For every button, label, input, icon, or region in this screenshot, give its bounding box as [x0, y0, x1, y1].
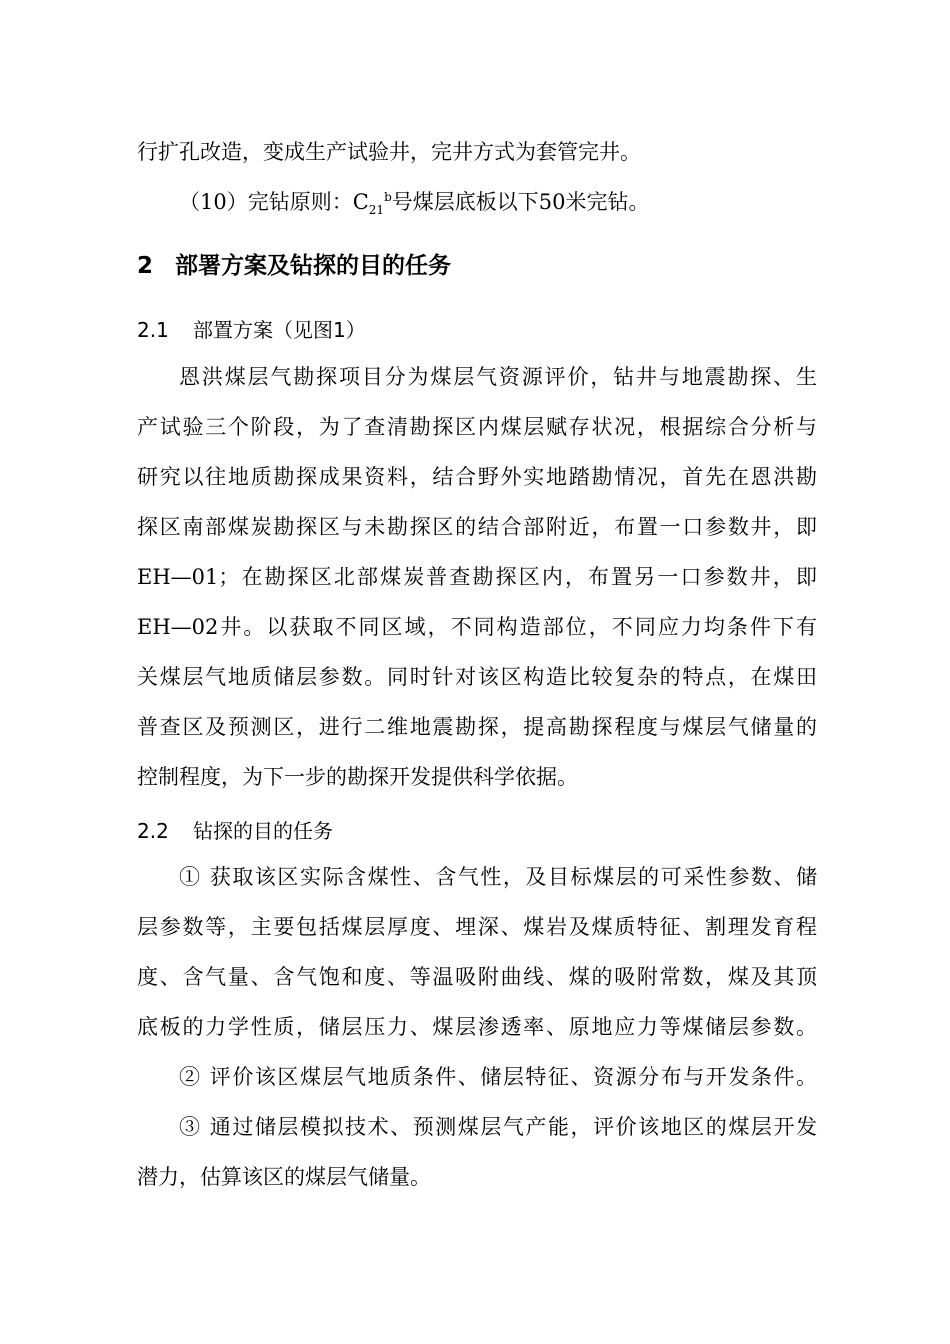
- completion-principle-prefix: （10）完钻原则：C: [179, 190, 369, 214]
- subsection-heading-2-2: [137, 815, 333, 844]
- list-item-1-line: 底板的力学性质，储层压力、煤层渗透率、原地应力等煤储层参数。: [137, 1015, 817, 1039]
- paragraph-line: 研究以往地质勘探成果资料，结合野外实地踏勘情况，首先在恩洪勘: [137, 465, 817, 489]
- list-item-3-line: ③ 通过储层模拟技术、预测煤层气产能，评价该地区的煤层开发: [179, 1115, 817, 1139]
- subsection-number: 2.2: [137, 819, 169, 843]
- paragraph-line: 产试验三个阶段，为了查清勘探区内煤层赋存状况，根据综合分析与: [137, 415, 817, 439]
- coal-seam-superscript: b: [384, 190, 392, 204]
- paragraph-line: EH—01；在勘探区北部煤炭普查勘探区内，布置另一口参数井，即: [137, 565, 817, 589]
- paragraph-line: 普查区及预测区，进行二维地震勘探，提高勘探程度与煤层气储量的: [137, 715, 817, 739]
- list-item-3-line: 潜力，估算该区的煤层气储量。: [137, 1165, 431, 1189]
- paragraph-line: EH—02井。以获取不同区域，不同构造部位，不同应力均条件下有: [137, 615, 817, 639]
- section-title: 部署方案及钻探的目的任务: [175, 253, 451, 279]
- paragraph-line: 探区南部煤炭勘探区与未勘探区的结合部附近，布置一口参数井，即: [137, 515, 817, 539]
- completion-principle-line: [179, 186, 817, 218]
- completion-principle-suffix: 号煤层底板以下50米完钻。: [391, 190, 650, 214]
- section-heading-2: [137, 247, 451, 280]
- paragraph-line: 关煤层气地质储层参数。同时针对该区构造比较复杂的特点，在煤田: [137, 665, 817, 689]
- paragraph-line: 控制程度，为下一步的勘探开发提供科学依据。: [137, 765, 578, 789]
- list-item-1-line: ① 获取该区实际含煤性、含气性，及目标煤层的可采性参数、储: [179, 865, 817, 889]
- list-item-1-line: 度、含气量、含气饱和度、等温吸附曲线、煤的吸附常数，煤及其顶: [137, 965, 817, 989]
- subsection-title: 部置方案（见图1）: [193, 318, 366, 342]
- section-number: 2: [137, 253, 154, 279]
- subsection-title: 钻探的目的任务: [193, 819, 333, 843]
- subsection-heading-2-1: [137, 314, 366, 343]
- list-item-2: ② 评价该区煤层气地质条件、储层特征、资源分布与开发条件。: [179, 1065, 817, 1089]
- paragraph-line: 恩洪煤层气勘探项目分为煤层气资源评价，钻井与地震勘探、生: [179, 365, 817, 389]
- list-item-1-line: 层参数等，主要包括煤层厚度、埋深、煤岩及煤质特征、割理发育程: [137, 915, 817, 939]
- coal-seam-subscript: 21: [368, 203, 385, 218]
- subsection-number: 2.1: [137, 318, 169, 342]
- paragraph-line: 行扩孔改造，变成生产试验井，完井方式为套管完井。: [137, 140, 641, 164]
